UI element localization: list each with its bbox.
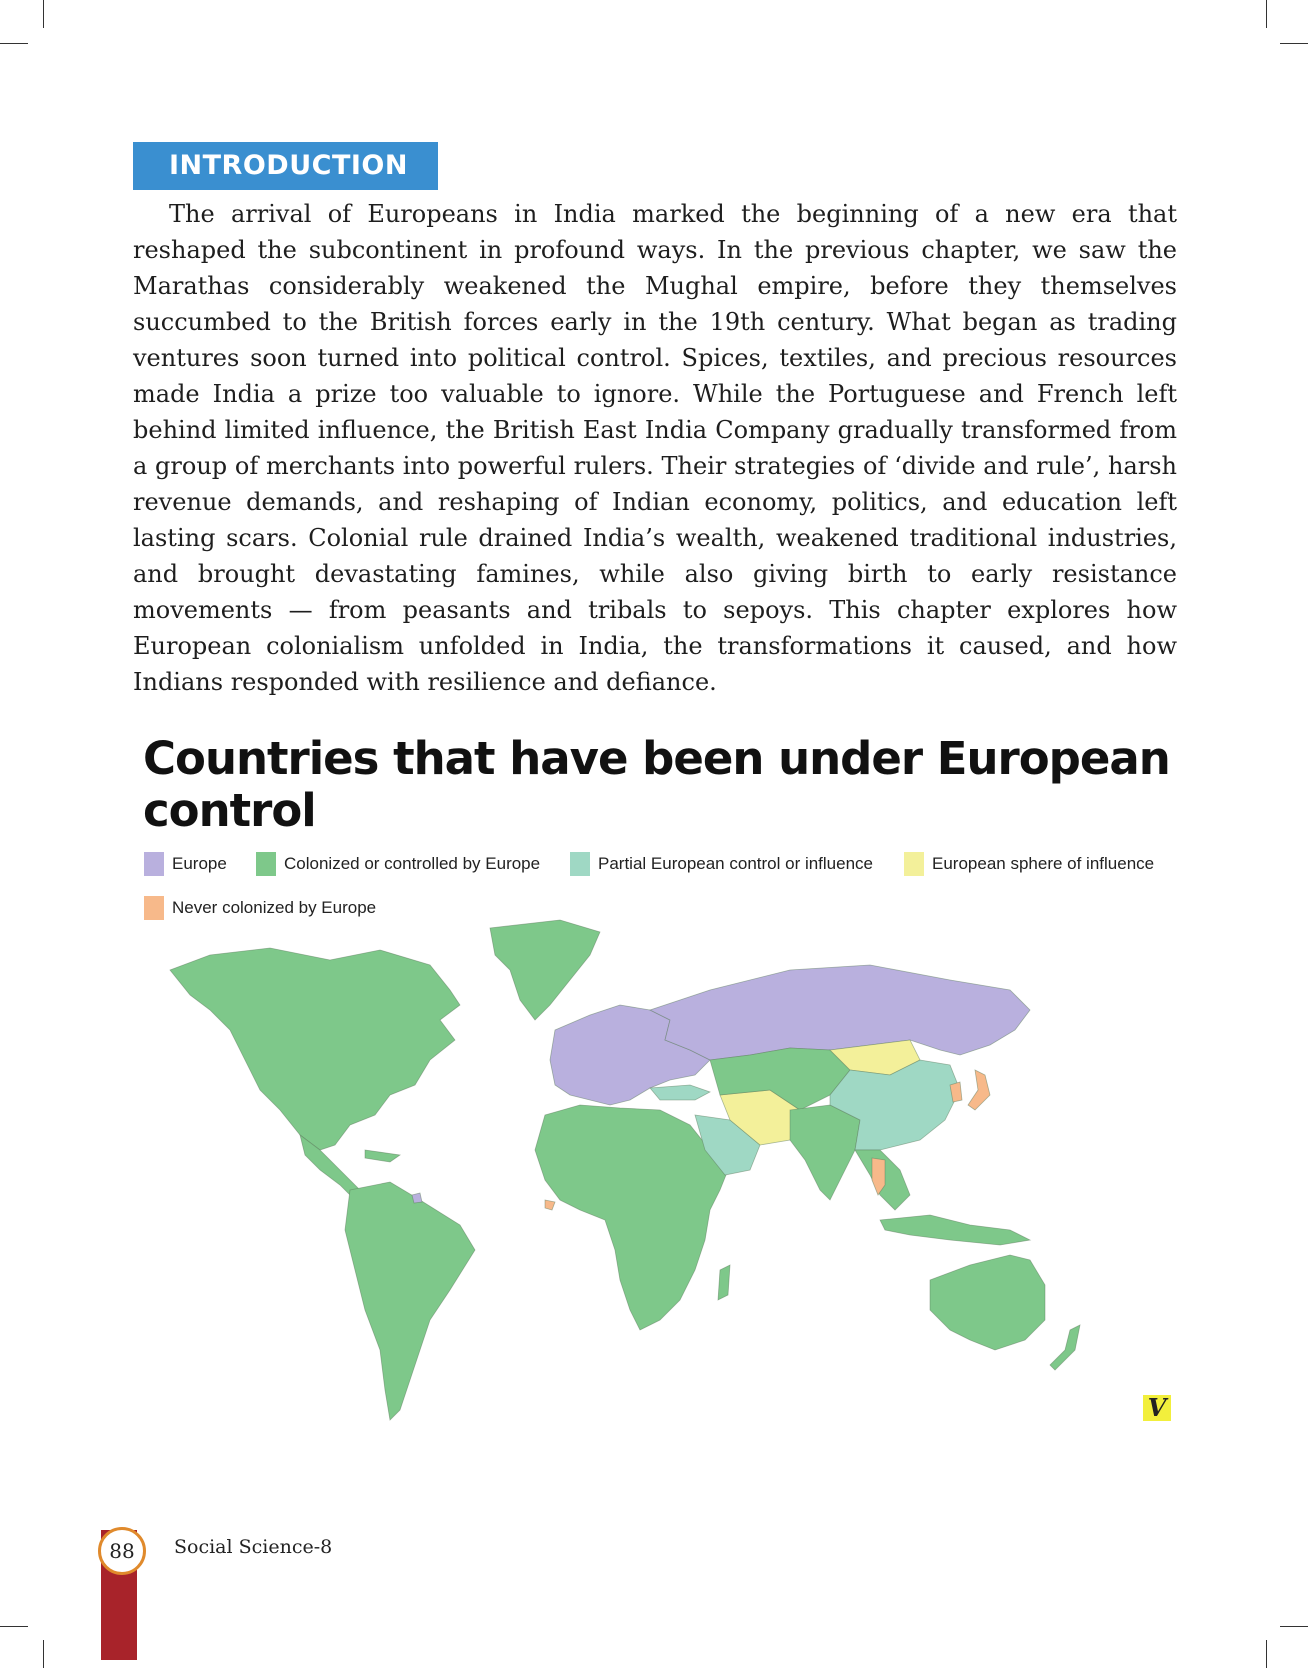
intro-paragraph: The arrival of Europeans in India marked the beginning of a new era that reshaped the subcontinent in profound ways. In the previous chapter, we saw the Marathas considerably weakened the Mughal empire, before they themselves succumbed to the British forces early in the 19th century. What began as trading ventures soon turned into political control. Spices, textiles, and precious resources made India a prize too valuable to ignore. While the Portuguese and French left behind limited influence, the British East India Company gradually transformed from a group of merchants into powerful rulers. Their strategies of ‘divide and rule’, harsh revenue demands, and reshaping of Indian economy, politics, and education left lasting scars. Colonial rule drained India’s wealth, weakened traditional industries, and brought devastating famines, while also giving birth to early resistance movements — from peasants and tribals to sepoys. This chapter explores how European colonialism unfolded in India, the transformations it caused, and how Indians responded with resilience and defiance. (133, 200, 1177, 696)
legend-swatch (904, 852, 924, 876)
map-region-guiana (412, 1193, 422, 1203)
legend-swatch (144, 852, 164, 876)
legend-swatch (256, 852, 276, 876)
crop-mark (1280, 43, 1308, 44)
map-region-new-zealand (1050, 1325, 1080, 1370)
figure-title: Countries that have been under European control (143, 732, 1170, 837)
legend-label: Europe (172, 854, 227, 873)
map-region-madagascar (718, 1265, 730, 1300)
map-region-liberia (545, 1200, 555, 1210)
map-region-greenland (490, 920, 600, 1020)
legend-label: Partial European control or influence (598, 854, 873, 873)
map-region-africa (535, 1105, 730, 1330)
map-region-north-america (170, 948, 460, 1150)
legend-label: European sphere of influence (932, 854, 1155, 873)
map-region-turkey (650, 1085, 710, 1100)
world-map (150, 910, 1180, 1430)
section-heading: INTRODUCTION (133, 142, 438, 190)
legend-item-colonized (256, 852, 540, 876)
source-logo: V (1143, 1395, 1171, 1421)
map-region-south-asia (790, 1105, 860, 1200)
crop-mark (1266, 1640, 1267, 1668)
legend-label: Colonized or controlled by Europe (284, 854, 541, 873)
legend-swatch (570, 852, 590, 876)
crop-mark (43, 0, 44, 28)
map-region-indonesia (880, 1215, 1030, 1245)
legend-item-partial (570, 852, 873, 876)
page-number: 88 (98, 1527, 146, 1575)
book-title: Social Science-8 (174, 1536, 333, 1558)
legend-item-sphere (904, 852, 1154, 876)
legend-item-europe (144, 852, 227, 876)
map-region-south-america (345, 1182, 475, 1420)
map-region-australia (930, 1255, 1045, 1350)
crop-mark (0, 1626, 28, 1627)
crop-mark (1280, 1626, 1308, 1627)
map-region-caribbean (365, 1150, 400, 1162)
crop-mark (43, 1640, 44, 1668)
crop-mark (0, 43, 28, 44)
legend-label: Never colonized by Europe (172, 898, 377, 917)
crop-mark (1266, 0, 1267, 28)
map-region-russia (650, 965, 1030, 1060)
map-region-japan (968, 1070, 990, 1110)
